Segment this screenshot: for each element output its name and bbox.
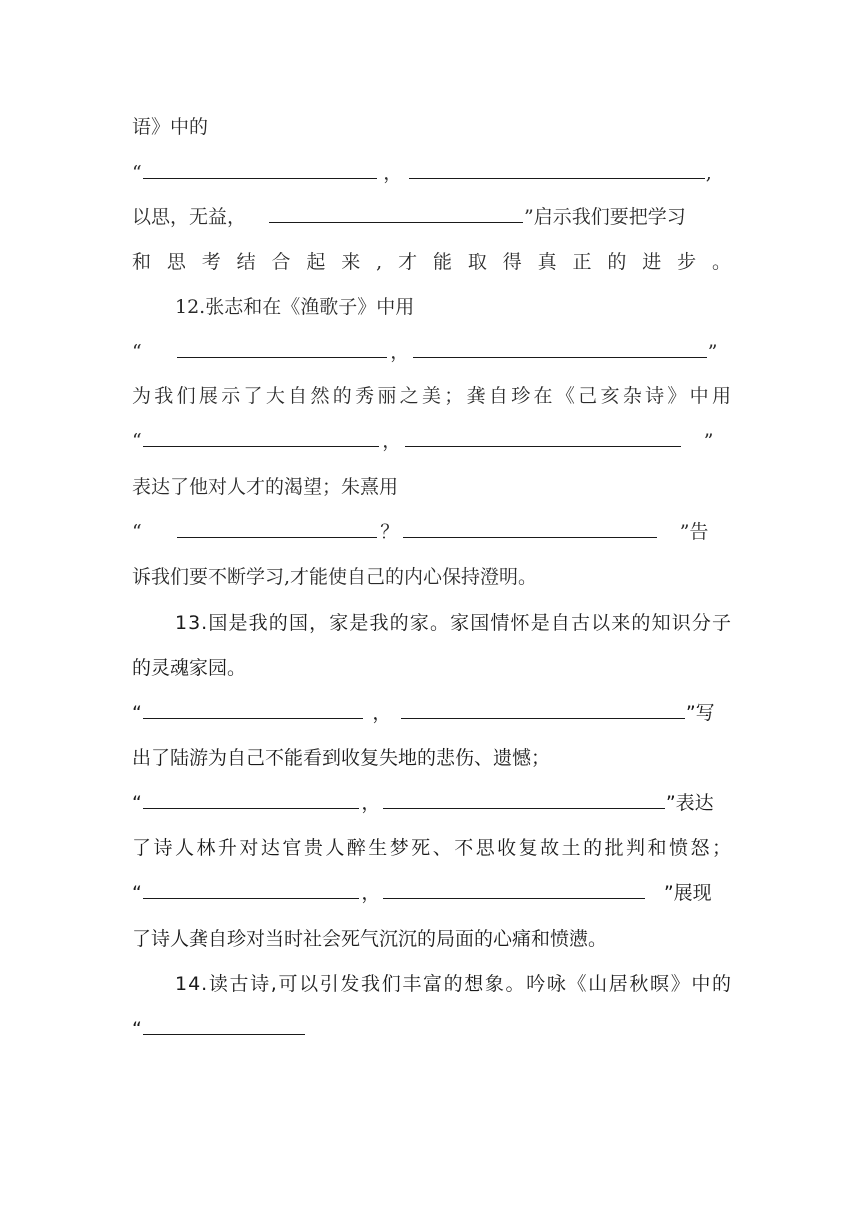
text: 12.张志和在《渔歌子》中用 [175, 296, 415, 318]
blank-15[interactable] [383, 897, 645, 899]
blank-4[interactable] [177, 356, 387, 358]
fill-line [132, 202, 732, 232]
text: 以思，无益， [132, 206, 247, 228]
blank-16[interactable] [143, 1033, 305, 1035]
fill-line [132, 788, 732, 818]
text: ”表达 [665, 792, 714, 814]
blank-2[interactable] [409, 177, 705, 179]
open-quote: “ [132, 521, 142, 543]
text-line [132, 653, 732, 683]
text-line [132, 833, 732, 863]
open-quote: “ [132, 341, 142, 363]
open-quote: “ [132, 1018, 142, 1040]
blank-13[interactable] [383, 807, 665, 809]
fill-line [132, 698, 732, 728]
text: 的灵魂家园。 [132, 657, 247, 679]
fill-line [132, 426, 732, 456]
fill-line [132, 517, 732, 547]
comma: , [705, 162, 712, 184]
blank-1[interactable] [143, 177, 377, 179]
text: 了诗人龚自珍对当时社会死气沉沉的局面的心痛和愤懑。 [132, 928, 608, 950]
close-quote: ” [707, 341, 718, 363]
text: ”写 [685, 702, 715, 724]
comma: ， [390, 341, 410, 363]
text: 表达了他对人才的渴望；朱熹用 [132, 476, 399, 498]
blank-7[interactable] [405, 445, 681, 447]
text: 14.读古诗,可以引发我们丰富的想象。吟咏《山居秋暝》中的 [175, 973, 732, 995]
blank-10[interactable] [143, 717, 363, 719]
text-line [132, 247, 732, 277]
text-line [132, 112, 732, 142]
fill-line [132, 1014, 732, 1044]
blank-6[interactable] [143, 445, 379, 447]
blank-5[interactable] [413, 356, 707, 358]
close-quote: ” [703, 430, 714, 452]
text-line [132, 381, 732, 411]
comma: ， [383, 162, 403, 184]
blank-11[interactable] [401, 717, 685, 719]
question-14 [175, 969, 732, 999]
blank-12[interactable] [143, 807, 359, 809]
text-line [132, 743, 732, 773]
open-quote: “ [132, 430, 142, 452]
open-quote: “ [132, 162, 142, 184]
question-12 [175, 292, 732, 322]
text-line [132, 562, 732, 592]
fill-line [132, 337, 732, 367]
open-quote: “ [132, 882, 142, 904]
text: 出了陆游为自己不能看到收复失地的悲伤、遗憾； [132, 747, 551, 769]
fill-line [132, 158, 732, 188]
blank-3[interactable] [269, 221, 523, 223]
text: 语》中的 [132, 116, 209, 138]
text-line [132, 472, 732, 502]
question-mark: ？ [380, 521, 400, 543]
text: 为我们展示了大自然的秀丽之美；龚自珍在《己亥杂诗》中用 [132, 385, 732, 407]
comma: ， [361, 792, 381, 814]
text: ”启示我们要把学习 [524, 206, 686, 228]
text: 和思考结合起来,才能取得真正的进步。 [132, 251, 732, 273]
fill-line [132, 878, 732, 908]
text: ”展现 [663, 882, 712, 904]
blank-14[interactable] [143, 897, 359, 899]
text: 13.国是我的国，家是我的家。家国情怀是自古以来的知识分子 [175, 612, 732, 634]
comma: ， [372, 702, 392, 724]
text: 诉我们要不断学习,才能使自己的内心保持澄明。 [132, 566, 538, 588]
blank-8[interactable] [177, 536, 377, 538]
comma: ， [382, 430, 402, 452]
text: ”告 [679, 521, 709, 543]
text: 了诗人林升对达官贵人醉生梦死、不思收复故土的批判和愤怒； [132, 837, 732, 859]
question-13 [175, 608, 732, 638]
blank-9[interactable] [403, 536, 657, 538]
text-line [132, 924, 732, 954]
comma: ， [361, 882, 381, 904]
open-quote: “ [132, 792, 142, 814]
open-quote: “ [132, 702, 142, 724]
